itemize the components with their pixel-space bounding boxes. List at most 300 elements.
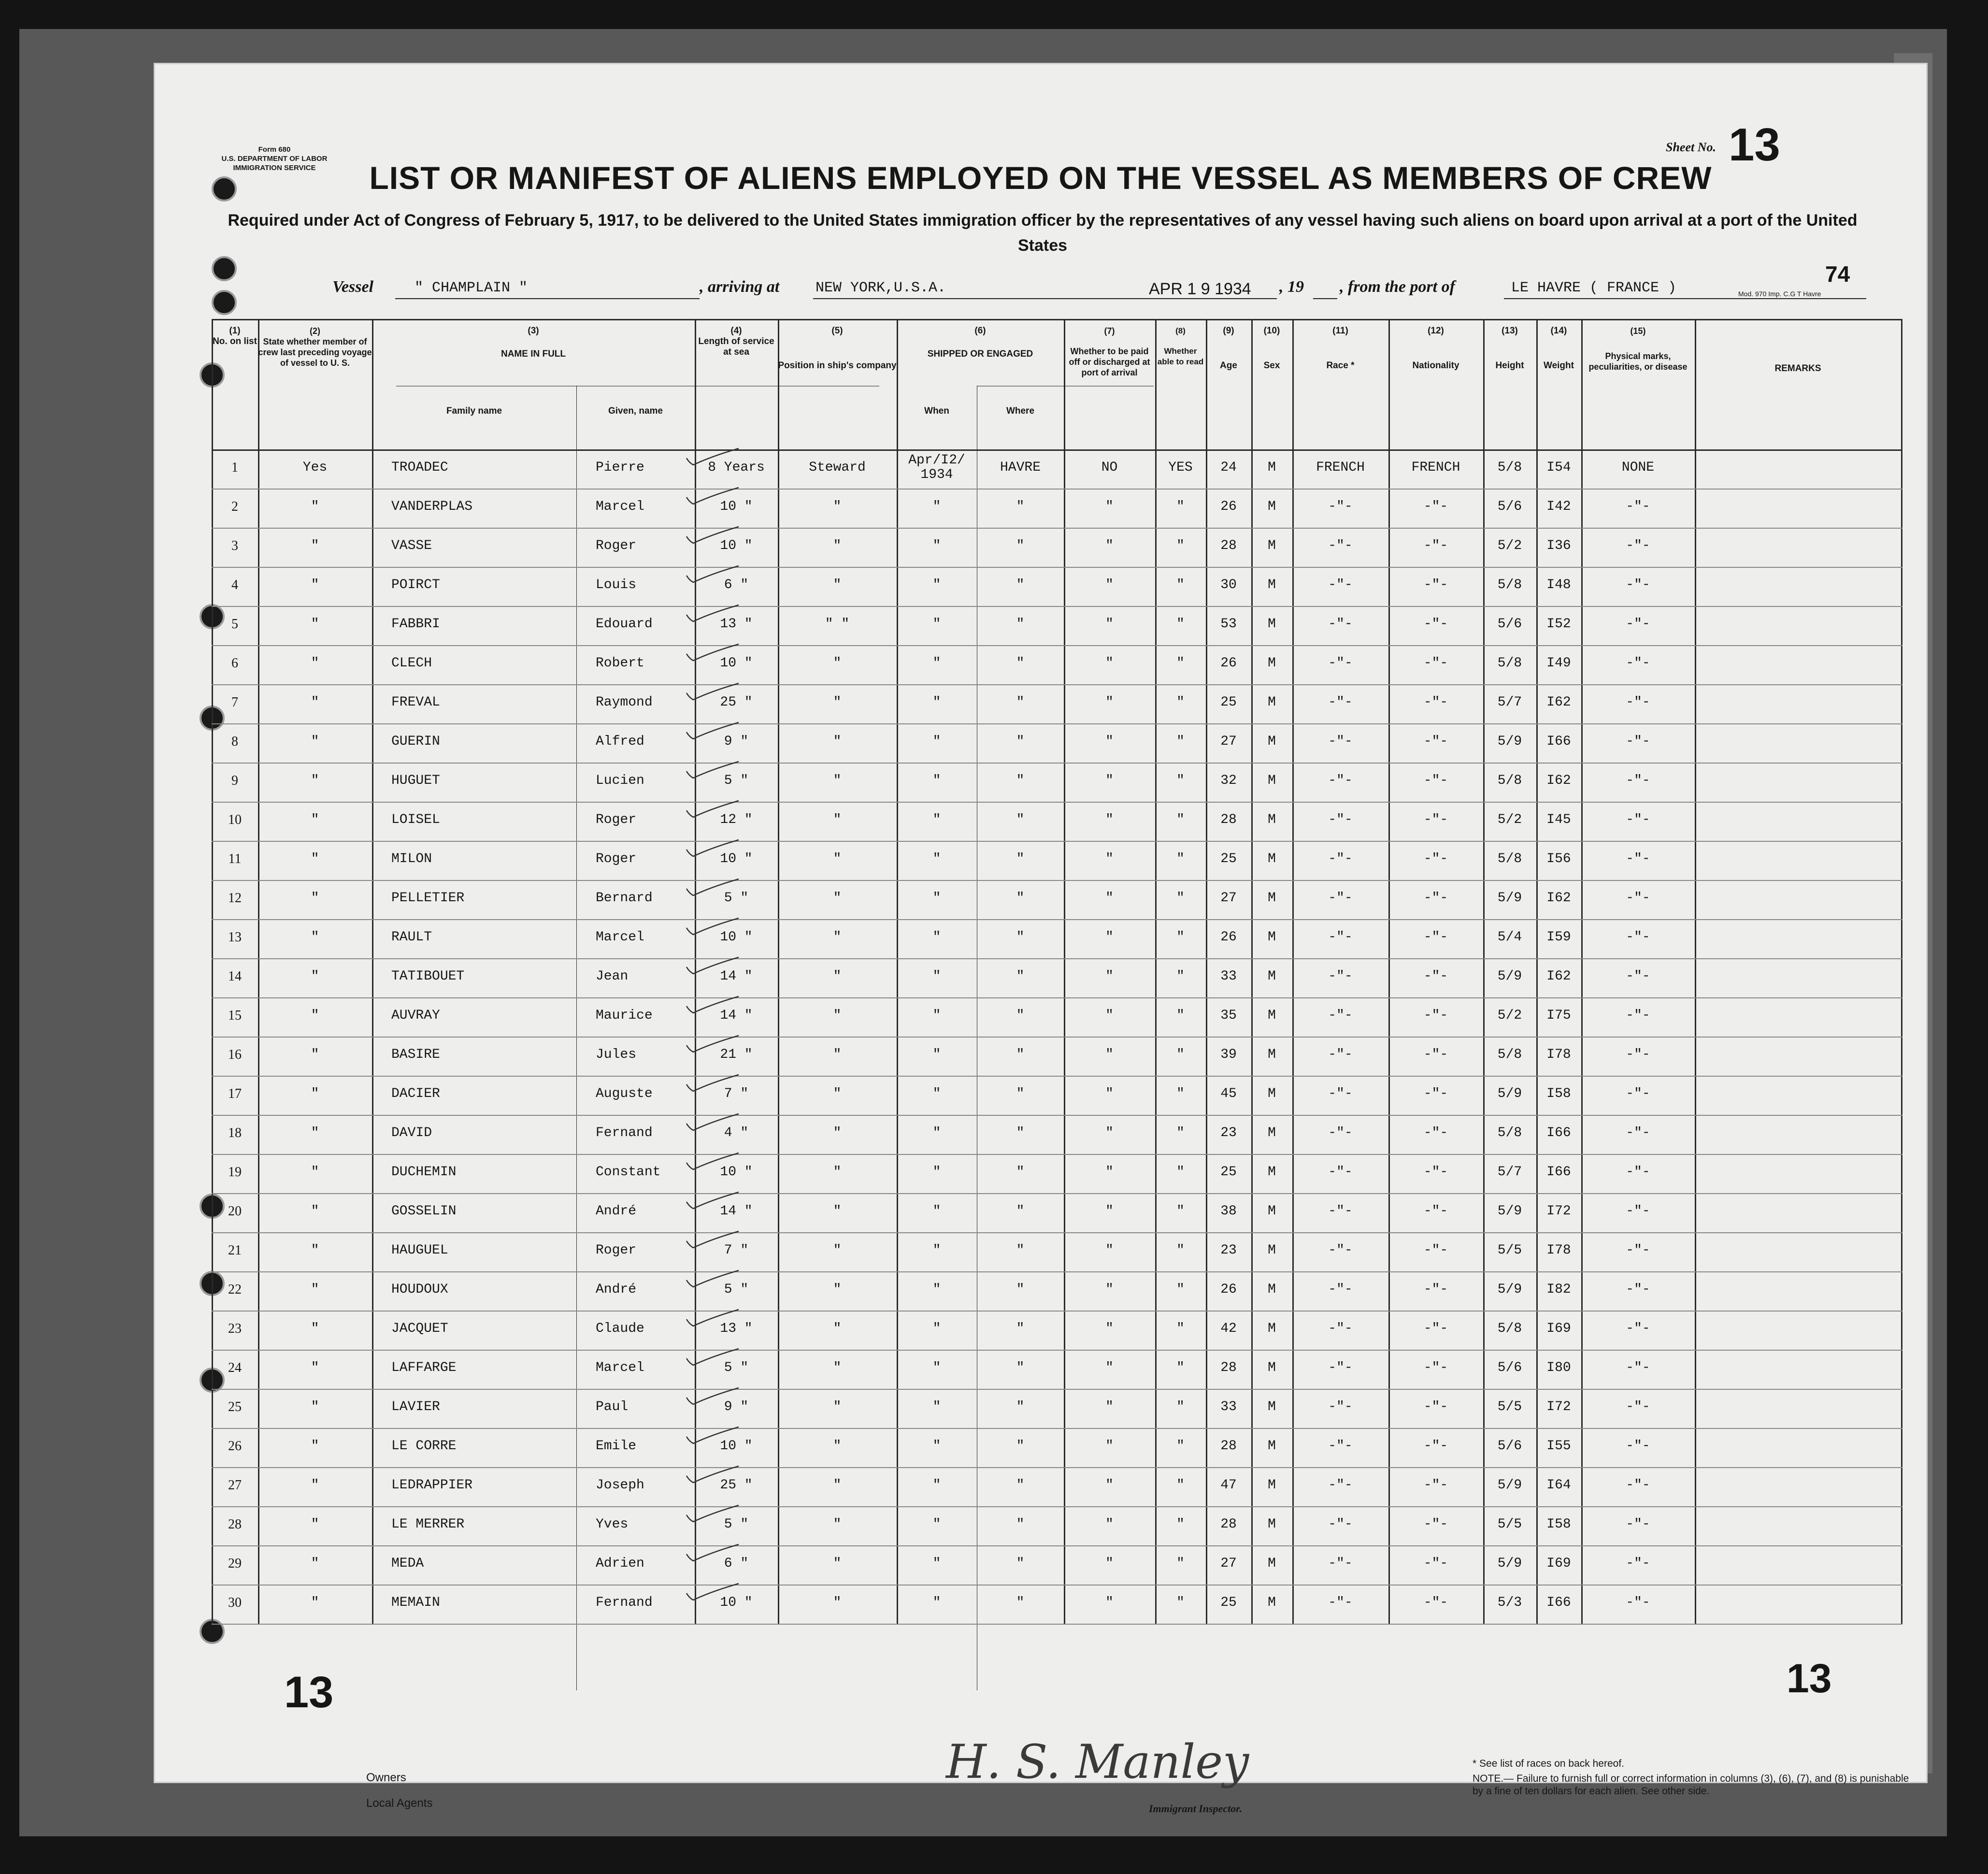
cell-paid: " [1105, 1165, 1114, 1180]
cell-age: 28 [1220, 1439, 1237, 1454]
cell-where: " [1016, 851, 1025, 866]
cell-height: 5/9 [1497, 891, 1522, 906]
cell-race: FRENCH [1316, 460, 1365, 475]
cell-nat: -"- [1423, 734, 1448, 749]
cell-family: TROADEC [391, 460, 448, 475]
cell-race: -"- [1328, 1204, 1353, 1219]
cell-no: 27 [228, 1478, 242, 1493]
col-10-header: (10) Sex [1263, 326, 1280, 371]
cell-no: 28 [228, 1517, 242, 1532]
col-6-header: (6) SHIPPED OR ENGAGED [927, 326, 1033, 359]
cell-service: 6 " [724, 1556, 749, 1571]
cell-age: 26 [1220, 1282, 1237, 1297]
cell-given: Claude [596, 1321, 644, 1336]
cell-position: " [833, 812, 842, 827]
cell-where: " [1016, 1556, 1025, 1571]
cell-race: -"- [1328, 1047, 1353, 1062]
cell-read: " [1176, 695, 1185, 710]
cell-service: 14 " [720, 1008, 753, 1023]
footer-sheet-number-left: 13 [284, 1668, 334, 1717]
cell-given: Louis [596, 577, 637, 592]
cell-position: " [833, 1517, 842, 1532]
cell-paid: " [1105, 1360, 1114, 1375]
cell-prev: " [311, 1478, 319, 1493]
cell-race: -"- [1328, 1360, 1353, 1375]
tally-check-icon [683, 1348, 741, 1367]
cell-service: 9 " [724, 734, 749, 749]
cell-no: 4 [231, 577, 238, 592]
cell-age: 38 [1220, 1204, 1237, 1219]
cell-height: 5/9 [1497, 1478, 1522, 1493]
cell-nat: -"- [1423, 1086, 1448, 1101]
cell-family: FREVAL [391, 695, 440, 710]
cell-nat: -"- [1423, 617, 1448, 632]
cell-read: " [1176, 1047, 1185, 1062]
cell-sex: M [1268, 812, 1276, 827]
cell-marks: NONE [1621, 460, 1655, 475]
cell-prev: " [311, 773, 319, 788]
cell-race: -"- [1328, 930, 1353, 945]
cell-when: " [932, 538, 941, 553]
cell-nat: -"- [1423, 499, 1448, 514]
cell-service: 5 " [724, 773, 749, 788]
footer-sheet-number-right: 13 [1787, 1656, 1832, 1701]
cell-paid: " [1105, 969, 1114, 984]
cell-race: -"- [1328, 812, 1353, 827]
cell-no: 17 [228, 1086, 242, 1101]
cell-when: " [932, 1517, 941, 1532]
cell-service: 13 " [720, 617, 753, 632]
cell-marks: -"- [1626, 891, 1650, 906]
tally-check-icon [683, 604, 741, 623]
row-rule [212, 763, 1902, 764]
cell-sex: M [1268, 1204, 1276, 1219]
cell-when: " [932, 1008, 941, 1023]
cell-weight: I45 [1546, 812, 1571, 827]
cell-family: DAVID [391, 1125, 432, 1140]
cell-no: 29 [228, 1556, 242, 1571]
cell-given: Roger [596, 1243, 637, 1258]
tally-check-icon [683, 956, 741, 976]
cell-paid: " [1105, 1556, 1114, 1571]
cell-sex: M [1268, 1478, 1276, 1493]
cell-read: " [1176, 656, 1185, 671]
binder-hole [212, 256, 237, 281]
cell-nat: -"- [1423, 1399, 1448, 1414]
cell-read: " [1176, 734, 1185, 749]
cell-where: " [1016, 1243, 1025, 1258]
cell-weight: I69 [1546, 1556, 1571, 1571]
row-rule [212, 1545, 1902, 1546]
cell-height: 5/2 [1497, 812, 1522, 827]
cell-prev: " [311, 1556, 319, 1571]
cell-position: " [833, 1086, 842, 1101]
vessel-value: " CHAMPLAIN " [415, 280, 528, 296]
cell-no: 21 [228, 1243, 242, 1258]
cell-position: " [833, 1556, 842, 1571]
cell-given: Raymond [596, 695, 653, 710]
row-rule [212, 606, 1902, 607]
cell-nat: FRENCH [1411, 460, 1460, 475]
cell-marks: -"- [1626, 1282, 1650, 1297]
cell-sex: M [1268, 969, 1276, 984]
manifest-sheet [154, 63, 1928, 1815]
cell-position: " [833, 1204, 842, 1219]
cell-service: 5 " [724, 891, 749, 906]
tally-check-icon [683, 565, 741, 584]
year-label: , 19 [1279, 278, 1304, 296]
cell-read: " [1176, 1204, 1185, 1219]
cell-nat: -"- [1423, 1595, 1448, 1610]
cell-weight: I66 [1546, 1125, 1571, 1140]
cell-given: Edouard [596, 617, 653, 632]
cell-height: 5/2 [1497, 1008, 1522, 1023]
cell-no: 16 [228, 1047, 242, 1062]
tally-check-icon [683, 917, 741, 937]
cell-given: Adrien [596, 1556, 644, 1571]
cell-marks: -"- [1626, 851, 1650, 866]
cell-nat: -"- [1423, 773, 1448, 788]
cell-sex: M [1268, 1165, 1276, 1180]
cell-given: Pierre [596, 460, 644, 475]
cell-when: " [932, 499, 941, 514]
cell-no: 22 [228, 1282, 242, 1297]
cell-given: Fernand [596, 1595, 653, 1610]
cell-paid: " [1105, 891, 1114, 906]
cell-when: " [932, 1439, 941, 1454]
cell-nat: -"- [1423, 1556, 1448, 1571]
cell-sex: M [1268, 773, 1276, 788]
inspector-signature: H. S. Manley [946, 1735, 1249, 1789]
cell-prev: " [311, 1008, 319, 1023]
cell-nat: -"- [1423, 1165, 1448, 1180]
cell-weight: I64 [1546, 1478, 1571, 1493]
cell-given: Marcel [596, 1360, 644, 1375]
cell-nat: -"- [1423, 1478, 1448, 1493]
cell-paid: " [1105, 656, 1114, 671]
cell-read: " [1176, 1008, 1185, 1023]
cell-age: 24 [1220, 460, 1237, 475]
cell-read: " [1176, 538, 1185, 553]
cell-position: Steward [809, 460, 866, 475]
cell-marks: -"- [1626, 538, 1650, 553]
cell-family: CLECH [391, 656, 432, 671]
tally-check-icon [683, 682, 741, 702]
cell-given: Jean [596, 969, 629, 984]
cell-height: 5/9 [1497, 1086, 1522, 1101]
cell-height: 5/7 [1497, 695, 1522, 710]
cell-prev: " [311, 969, 319, 984]
inspector-label: Immigrant Inspector. [1149, 1802, 1243, 1815]
cell-where: " [1016, 695, 1025, 710]
cell-read: " [1176, 1399, 1185, 1414]
cell-weight: I58 [1546, 1517, 1571, 1532]
cell-marks: -"- [1626, 1556, 1650, 1571]
cell-age: 26 [1220, 656, 1237, 671]
stamp-number: 74 [1825, 261, 1850, 287]
tally-check-icon [683, 1152, 741, 1171]
cell-read: " [1176, 812, 1185, 827]
cell-prev: " [311, 1321, 319, 1336]
cell-family: VASSE [391, 538, 432, 553]
cell-position: " [833, 891, 842, 906]
cell-when: " [932, 930, 941, 945]
row-rule [212, 1311, 1902, 1312]
cell-paid: " [1105, 1517, 1114, 1532]
cell-read: " [1176, 1086, 1185, 1101]
cell-weight: I82 [1546, 1282, 1571, 1297]
cell-service: 14 " [720, 1204, 753, 1219]
cell-family: LAVIER [391, 1399, 440, 1414]
row-rule [212, 723, 1902, 724]
cell-sex: M [1268, 538, 1276, 553]
tally-check-icon [683, 526, 741, 545]
cell-when: " [932, 1165, 941, 1180]
cell-height: 5/8 [1497, 656, 1522, 671]
cell-race: -"- [1328, 617, 1353, 632]
cell-age: 32 [1220, 773, 1237, 788]
cell-family: POIRCT [391, 577, 440, 592]
cell-race: -"- [1328, 1595, 1353, 1610]
cell-position: " [833, 1165, 842, 1180]
cell-no: 8 [231, 734, 238, 749]
cell-where: " [1016, 930, 1025, 945]
cell-age: 27 [1220, 891, 1237, 906]
tally-check-icon [683, 1465, 741, 1485]
remarks-header: REMARKS [1774, 363, 1821, 374]
row-rule [212, 1193, 1902, 1194]
cell-sex: M [1268, 1282, 1276, 1297]
cell-family: AUVRAY [391, 1008, 440, 1023]
cell-race: -"- [1328, 1517, 1353, 1532]
cell-prev: " [311, 617, 319, 632]
cell-nat: -"- [1423, 1439, 1448, 1454]
cell-where: " [1016, 1517, 1025, 1532]
from-port-value: LE HAVRE ( FRANCE ) [1511, 280, 1677, 296]
cell-service: 21 " [720, 1047, 753, 1062]
cell-age: 26 [1220, 930, 1237, 945]
cell-paid: " [1105, 773, 1114, 788]
cell-service: 5 " [724, 1282, 749, 1297]
cell-age: 35 [1220, 1008, 1237, 1023]
cell-position: " [833, 851, 842, 866]
cell-service: 10 " [720, 538, 753, 553]
cell-given: Marcel [596, 499, 644, 514]
cell-marks: -"- [1626, 656, 1650, 671]
cell-position: " [833, 1478, 842, 1493]
cell-no: 23 [228, 1321, 242, 1336]
cell-given: Yves [596, 1517, 629, 1532]
cell-no: 20 [228, 1204, 242, 1219]
cell-nat: -"- [1423, 1047, 1448, 1062]
cell-where: " [1016, 1086, 1025, 1101]
cell-nat: -"- [1423, 1282, 1448, 1297]
row-rule [212, 528, 1902, 529]
cell-race: -"- [1328, 1165, 1353, 1180]
cell-sex: M [1268, 1439, 1276, 1454]
cell-sex: M [1268, 1321, 1276, 1336]
cell-height: 5/8 [1497, 1125, 1522, 1140]
row-rule [212, 1232, 1902, 1233]
cell-marks: -"- [1626, 930, 1650, 945]
cell-nat: -"- [1423, 656, 1448, 671]
cell-when: " [932, 1086, 941, 1101]
cell-paid: " [1105, 1399, 1114, 1414]
cell-service: 5 " [724, 1360, 749, 1375]
cell-sex: M [1268, 1125, 1276, 1140]
cell-race: -"- [1328, 695, 1353, 710]
cell-when: " [932, 695, 941, 710]
cell-paid: " [1105, 1008, 1114, 1023]
cell-no: 30 [228, 1595, 242, 1610]
cell-service: 25 " [720, 695, 753, 710]
cell-family: LE MERRER [391, 1517, 465, 1532]
cell-no: 6 [231, 656, 238, 671]
cell-age: 39 [1220, 1047, 1237, 1062]
document-title: LIST OR MANIFEST OF ALIENS EMPLOYED ON THE VESSEL AS MEMBERS OF CREW [369, 160, 1712, 196]
cell-nat: -"- [1423, 1321, 1448, 1336]
row-rule [212, 1154, 1902, 1155]
cell-given: Lucien [596, 773, 644, 788]
cell-height: 5/5 [1497, 1399, 1522, 1414]
service: IMMIGRATION SERVICE [233, 164, 316, 172]
cell-prev: " [311, 851, 319, 866]
cell-service: 10 " [720, 499, 753, 514]
row-rule [212, 1076, 1902, 1077]
cell-marks: -"- [1626, 1478, 1650, 1493]
row-rule [212, 684, 1902, 685]
row-rule [212, 1506, 1902, 1507]
cell-paid: " [1105, 812, 1114, 827]
cell-weight: I66 [1546, 734, 1571, 749]
cell-prev: " [311, 1439, 319, 1454]
cell-paid: " [1105, 1439, 1114, 1454]
cell-weight: I62 [1546, 891, 1571, 906]
cell-when: " [932, 891, 941, 906]
cell-given: Constant [596, 1165, 661, 1180]
cell-marks: -"- [1626, 1595, 1650, 1610]
cell-sex: M [1268, 577, 1276, 592]
cell-race: -"- [1328, 734, 1353, 749]
cell-race: -"- [1328, 1478, 1353, 1493]
cell-where: " [1016, 1399, 1025, 1414]
cell-sex: M [1268, 1517, 1276, 1532]
cell-sex: M [1268, 851, 1276, 866]
cell-weight: I66 [1546, 1165, 1571, 1180]
tally-check-icon [683, 1426, 741, 1445]
cell-where: " [1016, 1282, 1025, 1297]
cell-age: 45 [1220, 1086, 1237, 1101]
department: U.S. DEPARTMENT OF LABOR [221, 155, 328, 163]
cell-service: 7 " [724, 1086, 749, 1101]
cell-marks: -"- [1626, 1165, 1650, 1180]
cell-age: 23 [1220, 1243, 1237, 1258]
cell-height: 5/9 [1497, 1204, 1522, 1219]
cell-paid: " [1105, 851, 1114, 866]
cell-read: " [1176, 1243, 1185, 1258]
cell-sex: M [1268, 695, 1276, 710]
cell-nat: -"- [1423, 577, 1448, 592]
cell-family: DACIER [391, 1086, 440, 1101]
cell-marks: -"- [1626, 577, 1650, 592]
cell-given: Roger [596, 851, 637, 866]
cell-weight: I75 [1546, 1008, 1571, 1023]
cell-position: " [833, 1282, 842, 1297]
cell-where: " [1016, 1165, 1025, 1180]
cell-position: " [833, 499, 842, 514]
cell-race: -"- [1328, 1399, 1353, 1414]
cell-weight: I59 [1546, 930, 1571, 945]
cell-age: 42 [1220, 1321, 1237, 1336]
cell-race: -"- [1328, 1439, 1353, 1454]
cell-no: 1 [231, 460, 238, 475]
cell-weight: I66 [1546, 1595, 1571, 1610]
cell-read: " [1176, 930, 1185, 945]
cell-when: " [932, 1478, 941, 1493]
tally-check-icon [683, 1230, 741, 1250]
cell-given: Roger [596, 812, 637, 827]
cell-height: 5/4 [1497, 930, 1522, 945]
col-11-header: (11) Race * [1326, 326, 1355, 371]
cell-paid: " [1105, 617, 1114, 632]
cell-read: " [1176, 891, 1185, 906]
cell-read: " [1176, 617, 1185, 632]
tally-check-icon [683, 761, 741, 780]
cell-weight: I62 [1546, 773, 1571, 788]
cell-service: 10 " [720, 1165, 753, 1180]
cell-prev: " [311, 930, 319, 945]
cell-no: 12 [228, 891, 242, 906]
crew-table [212, 319, 1902, 1624]
row-rule [212, 997, 1902, 998]
cell-family: FABBRI [391, 617, 440, 632]
row-rule [212, 489, 1902, 490]
cell-family: LEDRAPPIER [391, 1478, 473, 1493]
vessel-label: Vessel [332, 278, 373, 296]
cell-position: " [833, 695, 842, 710]
cell-age: 30 [1220, 577, 1237, 592]
sheet-number: 13 [1729, 119, 1780, 171]
cell-given: Bernard [596, 891, 653, 906]
tally-check-icon [683, 1583, 741, 1602]
tally-check-icon [683, 1035, 741, 1054]
arriving-value: NEW YORK,U.S.A. [815, 280, 946, 296]
col-6a-header: When [924, 406, 949, 416]
cell-prev: " [311, 1360, 319, 1375]
cell-height: 5/7 [1497, 1165, 1522, 1180]
cell-prev: " [311, 1595, 319, 1610]
cell-when: " [932, 1243, 941, 1258]
cell-paid: " [1105, 577, 1114, 592]
cell-where: " [1016, 538, 1025, 553]
cell-when: " [932, 577, 941, 592]
cell-where: HAVRE [1000, 460, 1041, 475]
col-3b-header: Given, name [608, 406, 663, 416]
col-7-header: (7) Whether to be paid off or discharged at port of arrival [1069, 326, 1150, 377]
cell-age: 27 [1220, 1556, 1237, 1571]
cell-when: " [932, 851, 941, 866]
cell-weight: I48 [1546, 577, 1571, 592]
cell-weight: I72 [1546, 1204, 1571, 1219]
row-rule [212, 1037, 1902, 1038]
cell-sex: M [1268, 499, 1276, 514]
cell-when: " [932, 1399, 941, 1414]
cell-family: DUCHEMIN [391, 1165, 457, 1180]
cell-age: 25 [1220, 1165, 1237, 1180]
cell-no: 15 [228, 1008, 242, 1023]
cell-no: 14 [228, 969, 242, 984]
cell-weight: I58 [1546, 1086, 1571, 1101]
